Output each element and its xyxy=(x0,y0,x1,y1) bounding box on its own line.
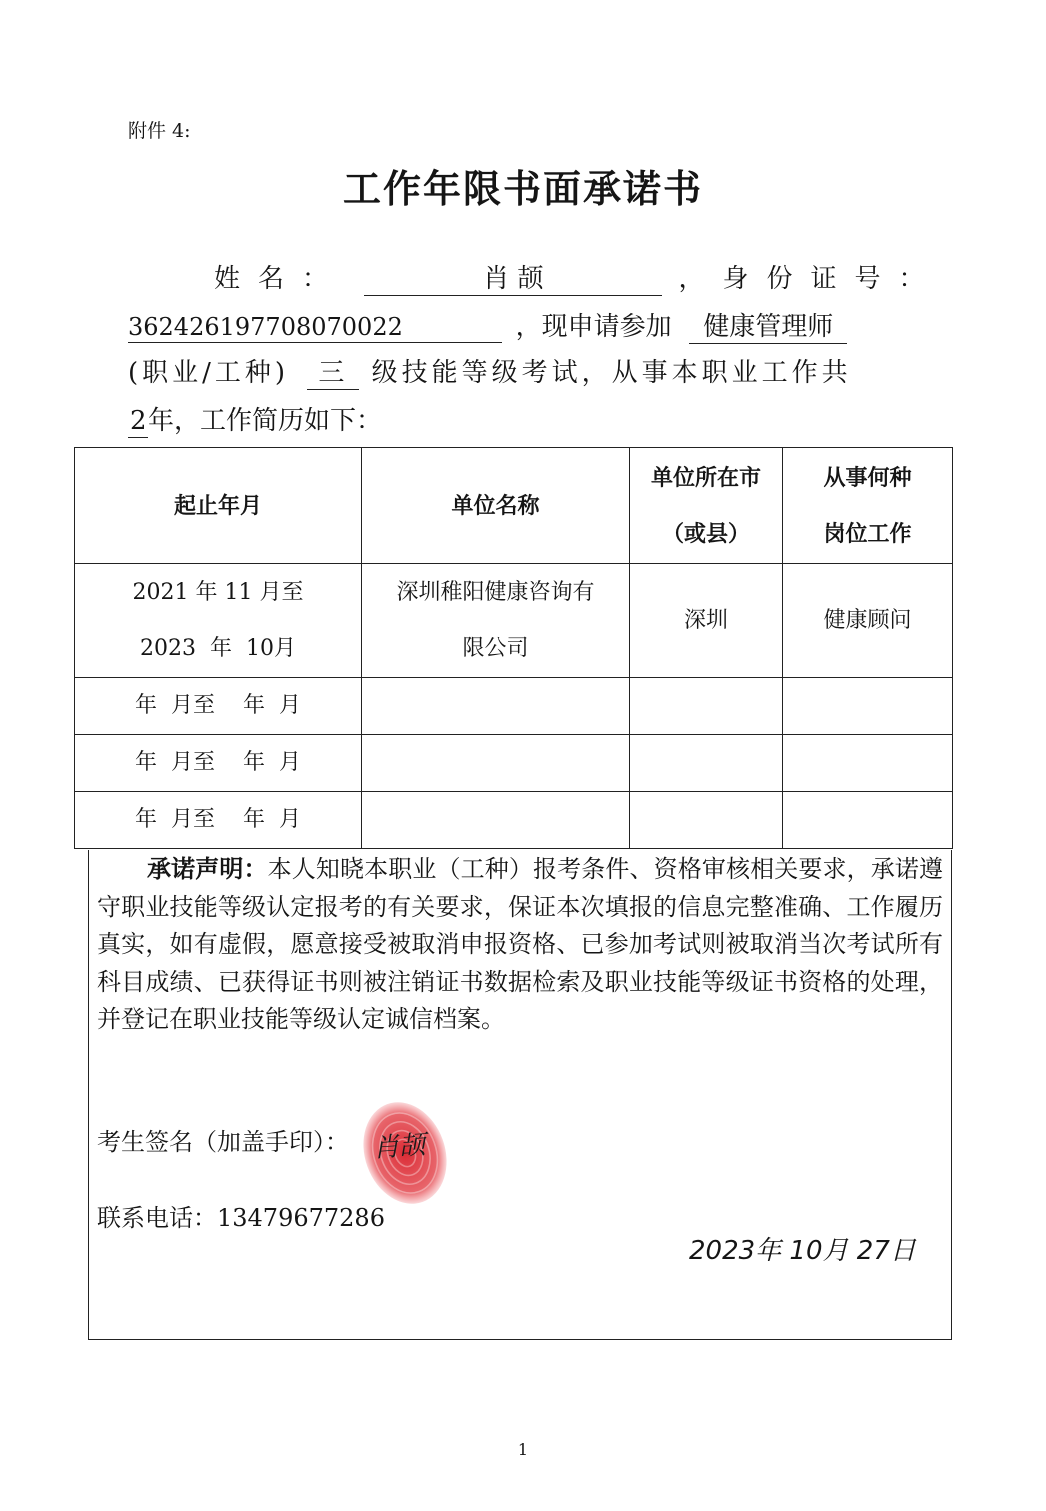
pledge-statement xyxy=(97,850,943,1039)
table-row xyxy=(75,792,953,849)
document-title: 工作年限书面承诺书 xyxy=(342,166,703,211)
name-value: 肖 颉 xyxy=(364,265,662,296)
header-city-line2: （或县） xyxy=(661,520,750,547)
row4-unit xyxy=(362,792,630,849)
id-label: ，身份证号： xyxy=(678,264,943,294)
table-header-row xyxy=(75,448,953,564)
header-city-line1: 单位所在市 xyxy=(650,464,761,491)
row2-unit xyxy=(362,678,630,735)
row1-unit xyxy=(362,564,630,678)
header-post xyxy=(783,448,953,564)
signature-value: 肖颉 xyxy=(372,1130,427,1164)
row1-period xyxy=(75,564,362,678)
page-number: 1 xyxy=(517,1440,529,1459)
annex-label: 附件 4: xyxy=(128,120,191,142)
id-line xyxy=(128,306,847,344)
row3-unit xyxy=(362,735,630,792)
name-line xyxy=(214,258,943,296)
header-post-line2: 岗位工作 xyxy=(823,520,912,547)
years-value: 2 xyxy=(130,406,147,436)
row4-post xyxy=(783,792,953,849)
row1-period-line1: 2021 年 11 月至 xyxy=(132,579,304,605)
row2-post xyxy=(783,678,953,735)
level-line xyxy=(128,352,852,390)
row3-post xyxy=(783,735,953,792)
row2-city xyxy=(630,678,783,735)
sign-date: 2023年 10月 27日 xyxy=(689,1236,916,1266)
row3-city xyxy=(630,735,783,792)
table-row xyxy=(75,564,953,678)
row2-period: 年 月至 年 月 xyxy=(75,678,362,735)
phone-label: 联系电话： xyxy=(97,1204,217,1232)
row1-city: 深圳 xyxy=(630,564,783,678)
row4-city xyxy=(630,792,783,849)
level-value: 三 xyxy=(307,359,359,390)
row4-period: 年 月至 年 月 xyxy=(75,792,362,849)
pledge-body: 本人知晓本职业（工种）报考条件、资格审核相关要求，承诺遵守职业技能等级认定报考的有关要求，保证本次填报的信息完整准确、工作履历真实，如有虚假，愿意接受被取消申报资格、已参加考试则被取消当次考试所有科目成绩、已获得证书则被注销证书数据检索及职业技能等级证书资格的处理，并登记在职业技能等级认定诚信档案。 xyxy=(97,855,943,1033)
occupation-value: 健康管理师 xyxy=(689,313,847,344)
header-city xyxy=(630,448,783,564)
header-post-line1: 从事何种 xyxy=(823,464,912,491)
pledge-heading: 承诺声明： xyxy=(147,854,268,883)
signature-label: 考生签名（加盖手印）： xyxy=(97,1128,349,1156)
id-value: 362426197708070022 xyxy=(128,314,502,343)
phone-line xyxy=(97,1198,385,1233)
row1-period-line2: 2023 年 10月 xyxy=(140,635,296,661)
years-line xyxy=(128,400,382,438)
table-row xyxy=(75,678,953,735)
row1-unit-line1: 深圳稚阳健康咨询有 xyxy=(396,579,595,605)
phone-value: 13479677286 xyxy=(217,1204,385,1232)
pledge-box xyxy=(88,850,952,1340)
name-label: 姓名： xyxy=(214,264,347,294)
work-history-table xyxy=(74,447,953,849)
row1-unit-line2: 限公司 xyxy=(462,635,529,661)
occupation-suffix: (职业/工种) xyxy=(128,358,290,388)
header-unit: 单位名称 xyxy=(362,448,630,564)
apply-text: ，现申请参加 xyxy=(515,312,672,342)
row1-post: 健康顾问 xyxy=(783,564,953,678)
level-text: 级技能等级考试，从事本职业工作共 xyxy=(371,358,852,388)
years-text: 年，工作简历如下： xyxy=(148,406,383,436)
row3-period: 年 月至 年 月 xyxy=(75,735,362,792)
table-row xyxy=(75,735,953,792)
header-period: 起止年月 xyxy=(75,448,362,564)
